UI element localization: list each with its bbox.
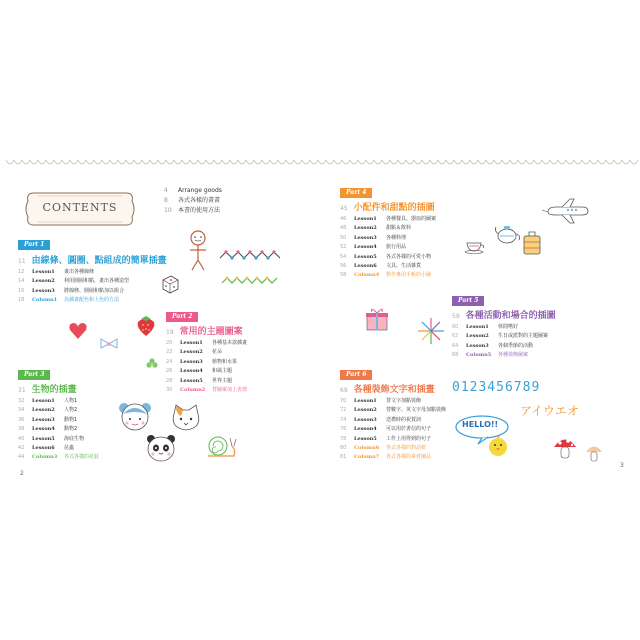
girl-face-icon	[118, 400, 152, 432]
decorative-numbers: 0123456789	[452, 380, 541, 395]
intro-item[interactable]	[164, 196, 222, 206]
page-number: 8	[164, 197, 168, 204]
lesson-label: Lesson1	[180, 340, 203, 346]
page-number: 78	[340, 435, 347, 442]
part-title-text: 各種裝飾文字和插畫	[353, 385, 435, 395]
lesson-label: Column5	[466, 352, 492, 359]
lesson-text: 各種基本款插畫	[212, 340, 248, 346]
lesson-text: 製作專用手帳的小圖	[386, 272, 432, 279]
ribbon-icon	[98, 336, 120, 352]
part1-list	[18, 268, 129, 306]
page-number: 74	[340, 416, 347, 423]
lesson-label: Lesson1	[354, 398, 377, 404]
lesson-label: Lesson5	[354, 253, 377, 260]
page-number: 44	[18, 454, 25, 461]
page-number: 45	[340, 205, 348, 212]
lesson-text: 人物2	[64, 407, 78, 414]
part3-list	[18, 397, 99, 463]
page-number-left: 2	[20, 470, 24, 477]
list-item[interactable]	[18, 444, 99, 453]
part3-tag: Part 3	[18, 370, 50, 380]
page-number: 59	[452, 313, 460, 320]
part-title-text: 常用的主題圖案	[179, 327, 243, 337]
lesson-label: Lesson2	[354, 407, 377, 414]
page-number: 62	[452, 333, 459, 340]
lesson-text: 各個季節的活動	[498, 342, 534, 349]
lesson-text: 動物1	[64, 416, 78, 423]
page-number: 28	[166, 377, 173, 384]
contents-title: CONTENTS	[42, 201, 118, 214]
list-item[interactable]	[18, 397, 99, 406]
list-item[interactable]	[340, 215, 436, 224]
part-title-text: 由線條、圓圈、點組成的簡單插畫	[31, 256, 167, 266]
intro-item[interactable]	[164, 186, 222, 196]
list-item[interactable]	[340, 271, 436, 280]
lesson-label: Lesson4	[354, 244, 377, 251]
page-number: 20	[166, 340, 173, 346]
lesson-label: Lesson2	[354, 225, 377, 232]
list-item[interactable]	[340, 224, 436, 233]
lesson-text: 各式各樣的可愛小物	[386, 253, 432, 260]
lesson-text: 替數字、英文字母加點裝飾	[386, 407, 447, 414]
lesson-label: Column1	[32, 297, 58, 304]
list-item[interactable]	[166, 339, 247, 348]
lesson-text: 各種料理	[386, 234, 407, 241]
page-number: 18	[18, 297, 25, 304]
lesson-label: Lesson2	[466, 333, 489, 340]
lesson-text: 將線條、圓圈和點加以組合	[64, 287, 125, 294]
intro-item[interactable]	[164, 206, 222, 216]
lesson-label: Column7	[354, 454, 380, 461]
lesson-text: 人物1	[64, 398, 78, 404]
list-item[interactable]	[340, 453, 446, 462]
cat-face-icon	[170, 404, 202, 432]
lesson-label: Lesson1	[466, 324, 489, 330]
part5-title[interactable]	[452, 308, 556, 321]
list-item[interactable]	[340, 397, 446, 406]
page-number: 30	[166, 387, 173, 394]
page-number: 26	[166, 368, 173, 375]
lesson-label: Lesson6	[354, 263, 377, 270]
lesson-text: 休閒嗜好	[498, 324, 519, 330]
list-item[interactable]	[452, 351, 548, 360]
lesson-label: Lesson1	[32, 398, 55, 404]
page-number: 58	[340, 272, 347, 279]
page-number: 56	[340, 263, 347, 270]
part4-list	[340, 215, 436, 281]
lesson-label: Lesson5	[32, 435, 55, 442]
part4-title[interactable]	[340, 200, 435, 213]
page-number: 50	[340, 234, 347, 241]
lesson-label: Lesson3	[354, 234, 377, 241]
page-number: 32	[18, 398, 25, 404]
lesson-label: Lesson2	[32, 278, 55, 285]
page-number: 54	[340, 253, 347, 260]
part-title-text: 小配件和甜點的插圖	[353, 203, 435, 213]
page-number: 80	[340, 445, 347, 452]
list-item[interactable]	[340, 234, 436, 243]
lesson-label: Lesson6	[32, 445, 55, 452]
lesson-text: 各種餐具、器皿的圖案	[386, 216, 437, 222]
lesson-text: 海底生物	[64, 435, 85, 442]
lesson-text: 送禮時的祝賀詞	[386, 416, 422, 423]
list-item[interactable]	[18, 277, 129, 286]
lesson-text: 和風主題	[212, 368, 233, 375]
part4-tag: Part 4	[340, 188, 372, 198]
list-item[interactable]	[340, 253, 436, 262]
lesson-text: 花朵	[212, 349, 223, 356]
list-item[interactable]	[340, 444, 446, 453]
stick-figure-icon	[184, 230, 214, 272]
list-item[interactable]	[166, 358, 247, 367]
dice-icon	[160, 274, 180, 294]
page-number: 11	[18, 258, 26, 265]
lesson-text: 各式各樣的花紋	[64, 454, 100, 461]
part-title-text: 生物的插畫	[31, 385, 77, 395]
part-title-text: 各種活動和場合的插圖	[465, 311, 556, 321]
page-number: 12	[18, 269, 25, 275]
lesson-text: 可以用於書信的句子	[386, 426, 432, 433]
lesson-label: Lesson3	[354, 416, 377, 423]
list-item[interactable]	[166, 348, 247, 357]
page-number: 31	[18, 387, 26, 394]
page-number: 69	[340, 387, 348, 394]
page-number: 22	[166, 349, 173, 356]
lesson-label: Column3	[32, 454, 58, 461]
lesson-label: Lesson4	[180, 368, 203, 375]
firework-icon	[416, 316, 446, 346]
lesson-text: 生日或派對的主題圖案	[498, 333, 549, 340]
list-item[interactable]	[452, 332, 548, 341]
page-number: 64	[452, 342, 459, 349]
lesson-text: 利用圓圈和點，畫出各種造型	[64, 278, 130, 285]
page-number: 48	[340, 225, 347, 232]
list-item[interactable]	[18, 435, 99, 444]
lesson-text: 植物和水果	[212, 358, 238, 365]
list-item[interactable]	[18, 406, 99, 415]
lesson-text: 動物2	[64, 426, 78, 433]
lesson-label: Lesson1	[32, 269, 55, 275]
intro-text: 本書的使用方法	[178, 207, 221, 214]
lesson-text: 為插畫配色和上色的方法	[64, 297, 120, 304]
suitcase-icon	[522, 230, 542, 256]
teacup-icon	[464, 240, 486, 254]
list-item[interactable]	[18, 296, 129, 305]
wavy-line-icon	[222, 276, 280, 290]
airplane-icon	[546, 198, 590, 224]
clover-icon	[146, 358, 158, 370]
page-number: 72	[340, 407, 347, 414]
heart-icon	[68, 322, 88, 340]
page-number: 52	[340, 244, 347, 251]
page-number: 16	[18, 287, 25, 294]
page-number: 76	[340, 426, 347, 433]
lesson-label: Lesson2	[180, 349, 203, 356]
lesson-text: 世界主題	[212, 377, 233, 384]
gift-box-icon	[364, 306, 390, 332]
lesson-text: 文具、生活雜貨	[386, 263, 422, 270]
mushroom-icon	[552, 434, 578, 460]
page-number-right: 3	[620, 462, 624, 469]
page-number: 46	[340, 216, 347, 222]
lesson-text: 昆蟲	[64, 445, 75, 452]
snail-icon	[204, 434, 238, 458]
list-item[interactable]	[166, 386, 247, 395]
page-number: 70	[340, 398, 347, 404]
lesson-label: Column6	[354, 445, 380, 452]
panda-face-icon	[146, 434, 176, 462]
intro-text: 各式各樣的畫畫	[178, 197, 221, 204]
part1-tag: Part 1	[18, 240, 50, 250]
part2-list	[166, 339, 247, 395]
lesson-text: 畫出各種線條	[64, 269, 95, 275]
list-item[interactable]	[452, 323, 548, 332]
lesson-label: Column2	[180, 387, 206, 394]
lesson-label: Lesson4	[32, 426, 55, 433]
list-item[interactable]	[340, 435, 446, 444]
intro-text: Arrange goods	[178, 187, 222, 194]
page-number: 19	[166, 329, 174, 336]
lesson-text: 各式各樣的對話框	[386, 445, 427, 452]
list-item[interactable]	[18, 416, 99, 425]
lesson-text: 各種裝飾圖案	[498, 352, 529, 359]
list-item[interactable]	[340, 262, 436, 271]
page-number: 81	[340, 454, 347, 461]
part2-tag: Part 2	[166, 312, 198, 322]
lesson-text: 工作上用得到的句子	[386, 435, 432, 442]
page-number: 38	[18, 426, 25, 433]
list-item[interactable]	[340, 416, 446, 425]
list-item[interactable]	[18, 287, 129, 296]
part5-tag: Part 5	[452, 296, 484, 306]
page-number: 4	[164, 187, 168, 194]
lesson-label: Lesson3	[466, 342, 489, 349]
scallop-border	[6, 156, 634, 170]
part5-list	[452, 323, 548, 361]
teapot-icon	[494, 222, 522, 244]
list-item[interactable]	[340, 406, 446, 415]
part6-list	[340, 397, 446, 463]
page-number: 60	[452, 324, 459, 330]
list-item[interactable]	[452, 342, 548, 351]
lesson-label: Lesson5	[354, 435, 377, 442]
lesson-label: Lesson3	[32, 287, 55, 294]
page-number: 34	[18, 407, 25, 414]
lesson-label: Lesson1	[354, 216, 377, 222]
list-item[interactable]	[18, 425, 99, 434]
hello-text: HELLO!!	[462, 420, 499, 429]
lesson-label: Column4	[354, 272, 380, 279]
part6-tag: Part 6	[340, 370, 372, 380]
part6-title[interactable]	[340, 382, 435, 395]
list-item[interactable]	[166, 367, 247, 376]
lesson-text: 替圖案加上表情	[212, 387, 248, 394]
list-item[interactable]	[166, 377, 247, 386]
lesson-label: Lesson3	[180, 358, 203, 365]
page-number: 40	[18, 435, 25, 442]
page-number: 68	[452, 352, 459, 359]
page-number: 14	[18, 278, 25, 285]
intro-list	[164, 186, 222, 216]
mushroom-icon	[584, 442, 604, 464]
part1-title[interactable]	[18, 253, 167, 266]
page-number: 36	[18, 416, 25, 423]
part3-title[interactable]	[18, 382, 77, 395]
page-number: 42	[18, 445, 25, 452]
lesson-label: Lesson4	[354, 426, 377, 433]
page-number: 24	[166, 358, 173, 365]
list-item[interactable]	[18, 268, 129, 277]
part2-title[interactable]	[166, 324, 243, 337]
list-item[interactable]	[340, 243, 436, 252]
decorative-kana: アイウエオ	[520, 404, 579, 418]
strawberry-icon	[134, 314, 158, 338]
lesson-text: 各式各樣的素材圖品	[386, 454, 432, 461]
lesson-text: 旅行用品	[386, 244, 407, 251]
list-item[interactable]	[340, 425, 446, 434]
lesson-label: Lesson2	[32, 407, 55, 414]
lesson-label: Lesson3	[32, 416, 55, 423]
zigzag-line-icon	[220, 248, 280, 264]
lesson-text: 甜點＆飲料	[386, 225, 412, 232]
lesson-text: 替文字加點裝飾	[386, 398, 422, 404]
lesson-label: Lesson5	[180, 377, 203, 384]
list-item[interactable]	[18, 453, 99, 462]
chick-icon	[486, 434, 510, 458]
page-number: 10	[164, 207, 172, 214]
